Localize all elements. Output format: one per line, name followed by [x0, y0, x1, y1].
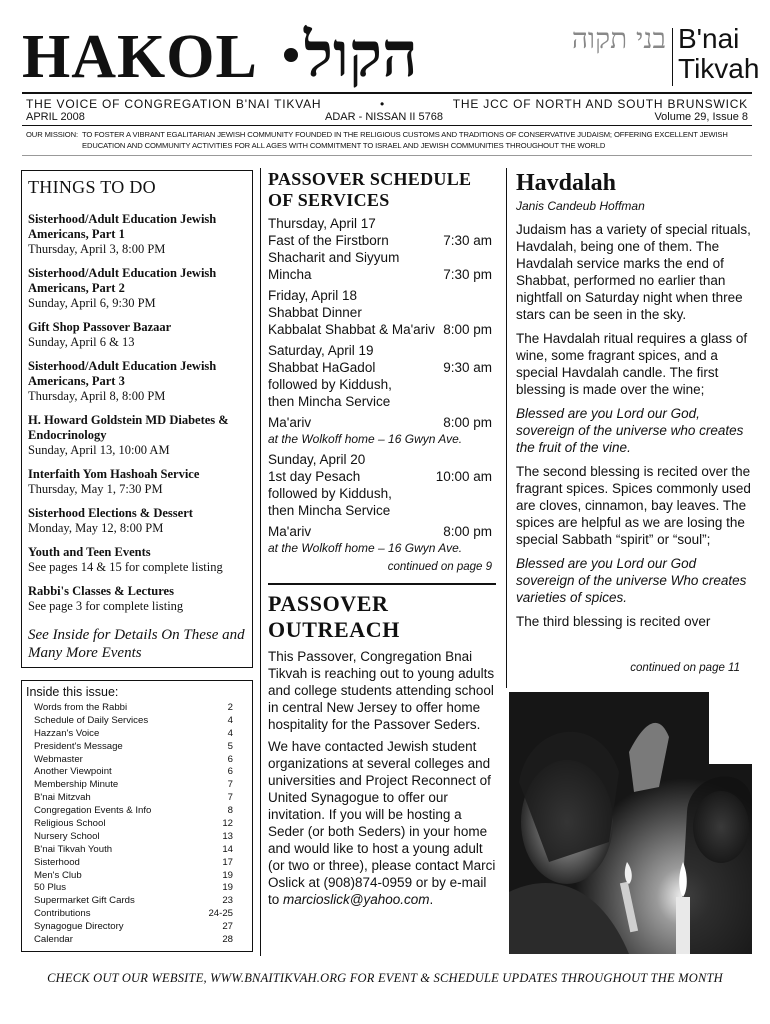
inside-list-item [26, 754, 247, 767]
service-label: then Mincha Service [268, 394, 391, 409]
tagline-jcc: THE JCC OF NORTH AND SOUTH BRUNSWICK [452, 97, 748, 111]
service-row [268, 502, 496, 519]
service-label: Shabbat Dinner [268, 305, 362, 320]
service-label: Mincha [268, 267, 312, 282]
logo-name-word: Tikvah [678, 53, 760, 84]
event-detail: Sunday, April 6 & 13 [28, 335, 135, 349]
service-row [268, 485, 496, 502]
masthead [22, 18, 760, 91]
inside-item-label: Another Viewpoint [34, 766, 112, 778]
title-bullet-icon [284, 48, 298, 62]
service-time: 8:00 pm [443, 322, 492, 337]
havdalah-paragraph-3: The second blessing is recited over the fragrant spices. Spices commonly used are cloves, cinnamon, bay leaves. The spices are helpful as we are losing the special Sabbath “spirit” or “soul”; [516, 464, 751, 547]
service-label: followed by Kiddush, [268, 486, 392, 501]
inside-item-page: 7 [227, 792, 233, 804]
event-title: H. Howard Goldstein MD Diabetes & Endocrinology [28, 413, 229, 442]
inside-list-item [26, 895, 247, 908]
logo-name-word: B'nai [678, 23, 740, 54]
outreach-title: PASSOVER OUTREACH [268, 591, 400, 642]
inside-item-label: Webmaster [34, 753, 83, 765]
inside-item-label: Calendar [34, 934, 73, 946]
website-footer: CHECK OUT OUR WEBSITE, WWW.BNAITIKVAH.ORG FOR EVENT & SCHEDULE UPDATES THROUGHOUT THE MONTH [47, 971, 723, 985]
service-time: 8:00 pm [443, 415, 492, 430]
inside-item-page: 23 [222, 895, 233, 907]
tagline-bullet: • [380, 97, 386, 111]
service-time: 7:30 am [443, 233, 492, 248]
inside-this-issue-box [21, 680, 253, 952]
services-continued: continued on page 9 [387, 561, 492, 573]
column-divider-left [260, 168, 261, 956]
inside-item-page: 7 [227, 779, 233, 791]
outreach-period: . [429, 892, 434, 907]
inside-list-item [26, 741, 247, 754]
event-item [28, 413, 247, 458]
inside-item-label: Nursery School [34, 830, 100, 842]
header-rule-3 [22, 155, 752, 156]
service-row [268, 523, 496, 540]
inside-list-item [26, 766, 247, 779]
event-detail: See page 3 for complete listing [28, 599, 184, 613]
inside-list-item [26, 844, 247, 857]
outreach-article [268, 591, 496, 908]
inside-item-label: Schedule of Daily Services [34, 714, 149, 726]
havdalah-title: Havdalah [516, 170, 617, 196]
inside-item-label: Supermarket Gift Cards [34, 895, 135, 907]
event-detail: Thursday, April 3, 8:00 PM [28, 242, 166, 256]
inside-item-page: 24-25 [208, 908, 233, 920]
column-divider-right [506, 168, 507, 688]
service-label: followed by Kiddush, [268, 377, 392, 392]
havdalah-blessing-spices: Blessed are you Lord our God sovereign of the universe Who creates varieties of spices. [516, 556, 747, 605]
event-item [28, 212, 247, 257]
service-time: 8:00 pm [443, 524, 492, 539]
events-list [28, 212, 247, 614]
inside-list-item [26, 728, 247, 741]
inside-list-item [26, 908, 247, 921]
event-item [28, 545, 247, 575]
logo-divider [672, 28, 673, 86]
service-label: Shacharit and Siyyum [268, 250, 400, 265]
inside-title: Inside this issue: [26, 685, 119, 699]
event-title: Sisterhood/Adult Education Jewish Americans, Part 1 [28, 212, 217, 241]
volume-issue: Volume 29, Issue 8 [654, 111, 748, 123]
services-title: PASSOVER SCHEDULE OF SERVICES [268, 169, 472, 210]
service-row [268, 321, 496, 338]
havdalah-continued: continued on page 11 [630, 662, 740, 674]
inside-list-item [26, 702, 247, 715]
service-row [268, 232, 496, 249]
congregation-logo-name [678, 24, 759, 84]
service-time: 10:00 am [435, 469, 492, 484]
section-rule [268, 583, 496, 585]
inside-item-label: Synagogue Directory [34, 921, 124, 933]
see-inside-note: See Inside for Details On These and Many More Events [28, 627, 245, 661]
inside-list-item [26, 921, 247, 934]
inside-item-page: 14 [222, 843, 233, 855]
outreach-email-link[interactable]: marcioslick@yahoo.com [283, 892, 430, 907]
inside-item-label: President's Message [34, 740, 123, 752]
inside-list-item [26, 831, 247, 844]
inside-item-label: B'nai Tikvah Youth [34, 843, 113, 855]
event-title: Sisterhood/Adult Education Jewish Americans, Part 2 [28, 266, 217, 295]
inside-list-item [26, 805, 247, 818]
things-to-do-box [21, 170, 253, 668]
service-row [268, 414, 496, 431]
event-title: Sisterhood/Adult Education Jewish Americans, Part 3 [28, 359, 217, 388]
service-row [268, 266, 496, 283]
event-title: Gift Shop Passover Bazaar [28, 320, 172, 334]
inside-list-item [26, 818, 247, 831]
event-detail: Monday, May 12, 8:00 PM [28, 521, 164, 535]
inside-item-page: 2 [227, 702, 233, 713]
inside-list-item [26, 934, 247, 947]
event-item [28, 266, 247, 311]
service-location: at the Wolkoff home – 16 Gwyn Ave. [268, 432, 463, 446]
event-item [28, 467, 247, 497]
inside-item-label: Congregation Events & Info [34, 805, 152, 817]
event-detail: Thursday, April 8, 8:00 PM [28, 389, 166, 403]
inside-item-label: Sisterhood [34, 856, 80, 868]
event-detail: Thursday, May 1, 7:30 PM [28, 482, 163, 496]
service-day: Thursday, April 17 [268, 216, 376, 231]
issue-date: APRIL 2008 [26, 111, 85, 123]
outreach-paragraph-2-text: We have contacted Jewish student organizations at several colleges and universities and Project Reconnect of United Synagogue to offer our invitation. If you will be hosting a Seder (or both Seders) in your home and would like to host a young adult (or two or three), please contact Marci Oslick at (908)874-0959 or by e-mail to [268, 739, 496, 907]
service-label: Shabbat HaGadol [268, 360, 376, 375]
inside-list-item [26, 870, 247, 883]
inside-item-label: Hazzan's Voice [34, 727, 100, 739]
inside-item-page: 13 [222, 830, 233, 842]
havdalah-photo-image [509, 692, 752, 954]
inside-item-label: Contributions [34, 908, 91, 920]
service-row [268, 393, 496, 410]
service-day: Sunday, April 20 [268, 452, 366, 467]
havdalah-paragraph-2: The Havdalah ritual requires a glass of wine, some fragrant spices, and a special Havdalah candle. The first blessing is made over the wine; [516, 331, 748, 397]
havdalah-paragraph-4: The third blessing is recited over [516, 614, 711, 629]
inside-item-page: 5 [227, 740, 233, 752]
inside-item-page: 17 [222, 856, 233, 868]
service-label: Kabbalat Shabbat & Ma'ariv [268, 322, 435, 337]
middle-column [268, 169, 496, 908]
event-item [28, 359, 247, 404]
havdalah-paragraph-1: Judaism has a variety of special rituals, Havdalah, being one of them. The Havdalah service marks the end of Shabbat, performed no earlier than nightfall on Saturday night when three stars can be seen in the sky. [516, 222, 751, 322]
event-detail: See pages 14 & 15 for complete listing [28, 560, 223, 574]
header-tagline-row [26, 97, 748, 111]
inside-item-page: 28 [222, 934, 233, 946]
inside-item-page: 19 [222, 882, 233, 894]
inside-item-label: Membership Minute [34, 779, 119, 791]
inside-item-label: 50 Plus [34, 882, 66, 894]
service-label: Fast of the Firstborn [268, 233, 389, 248]
event-title: Sisterhood Elections & Dessert [28, 506, 193, 520]
inside-item-page: 8 [227, 805, 233, 817]
havdalah-byline: Janis Candeub Hoffman [516, 199, 645, 213]
event-detail: Sunday, April 13, 10:00 AM [28, 443, 170, 457]
event-item [28, 320, 247, 350]
mission-label: OUR MISSION: [26, 130, 78, 139]
service-location: at the Wolkoff home – 16 Gwyn Ave. [268, 541, 463, 555]
inside-item-label: Religious School [34, 818, 106, 830]
service-time: 7:30 pm [443, 267, 492, 282]
inside-list-item [26, 857, 247, 870]
service-row [268, 468, 496, 485]
service-day: Saturday, April 19 [268, 343, 374, 358]
inside-item-page: 4 [227, 727, 233, 739]
inside-item-page: 6 [227, 753, 233, 765]
inside-item-page: 4 [227, 714, 233, 726]
event-item [28, 506, 247, 536]
event-title: Rabbi's Classes & Lectures [28, 584, 174, 598]
header-rule-2 [22, 125, 752, 126]
service-row [268, 249, 496, 266]
service-label: 1st day Pesach [268, 469, 361, 484]
service-day: Friday, April 18 [268, 288, 358, 303]
inside-list [26, 702, 247, 947]
inside-item-page: 19 [222, 869, 233, 881]
event-item [28, 584, 247, 614]
inside-list-item [26, 792, 247, 805]
event-title: Youth and Teen Events [28, 545, 151, 559]
congregation-logo-line [678, 24, 759, 84]
outreach-paragraph-1: This Passover, Congregation Bnai Tikvah is reaching out to young adults and college students attending school in central New Jersey to offer home hospitality for the Passover Seders. [268, 649, 495, 732]
service-label: Ma'ariv [268, 415, 312, 430]
services-schedule [268, 215, 496, 556]
inside-list-item [26, 779, 247, 792]
tagline-voice: THE VOICE OF CONGREGATION B'NAI TIKVAH [26, 97, 322, 111]
inside-item-label: B'nai Mitzvah [34, 792, 91, 804]
right-column [516, 169, 752, 674]
service-label: then Mincha Service [268, 503, 391, 518]
issue-info-row [26, 111, 748, 124]
service-row [268, 304, 496, 321]
inside-item-page: 12 [222, 818, 233, 830]
inside-item-page: 27 [222, 921, 233, 933]
service-label: Ma'ariv [268, 524, 312, 539]
hebrew-date: ADAR - NISSAN II 5768 [325, 111, 443, 123]
congregation-logo-hebrew: בני תקוה [571, 22, 666, 55]
event-title: Interfaith Yom Hashoah Service [28, 467, 200, 481]
mission-text: TO FOSTER A VIBRANT EGALITARIAN JEWISH COMMUNITY FOUNDED IN THE RELIGIOUS CUSTOMS AND TRADITIONS OF CONSERVATIVE JUDAISM; OFFERING EXCELLENT JEWISH EDUCATION AND COMMUNITY ACTIVITIES FOR ALL AGES WITH COMMITMENT TO ISRAEL AND JEWISH COMMUNITIES THROUGHOUT THE WORLD [82, 130, 728, 150]
havdalah-blessing-wine: Blessed are you Lord our God, sovereign of the universe who creates the fruit of the vine. [516, 406, 744, 455]
inside-list-item [26, 882, 247, 895]
header-rule [22, 92, 752, 94]
inside-item-label: Men's Club [34, 869, 82, 881]
service-row [268, 376, 496, 393]
outreach-paragraph-2 [268, 738, 496, 908]
inside-item-label: Words from the Rabbi [34, 702, 128, 713]
havdalah-photo [509, 692, 752, 954]
service-time: 9:30 am [443, 360, 492, 375]
inside-item-page: 6 [227, 766, 233, 778]
event-detail: Sunday, April 6, 9:30 PM [28, 296, 156, 310]
things-to-do-title: THINGS TO DO [28, 177, 156, 197]
newsletter-title: HAKOL [22, 23, 258, 91]
service-row [268, 359, 496, 376]
newsletter-title-hebrew: הקול [304, 18, 418, 91]
inside-list-item [26, 715, 247, 728]
